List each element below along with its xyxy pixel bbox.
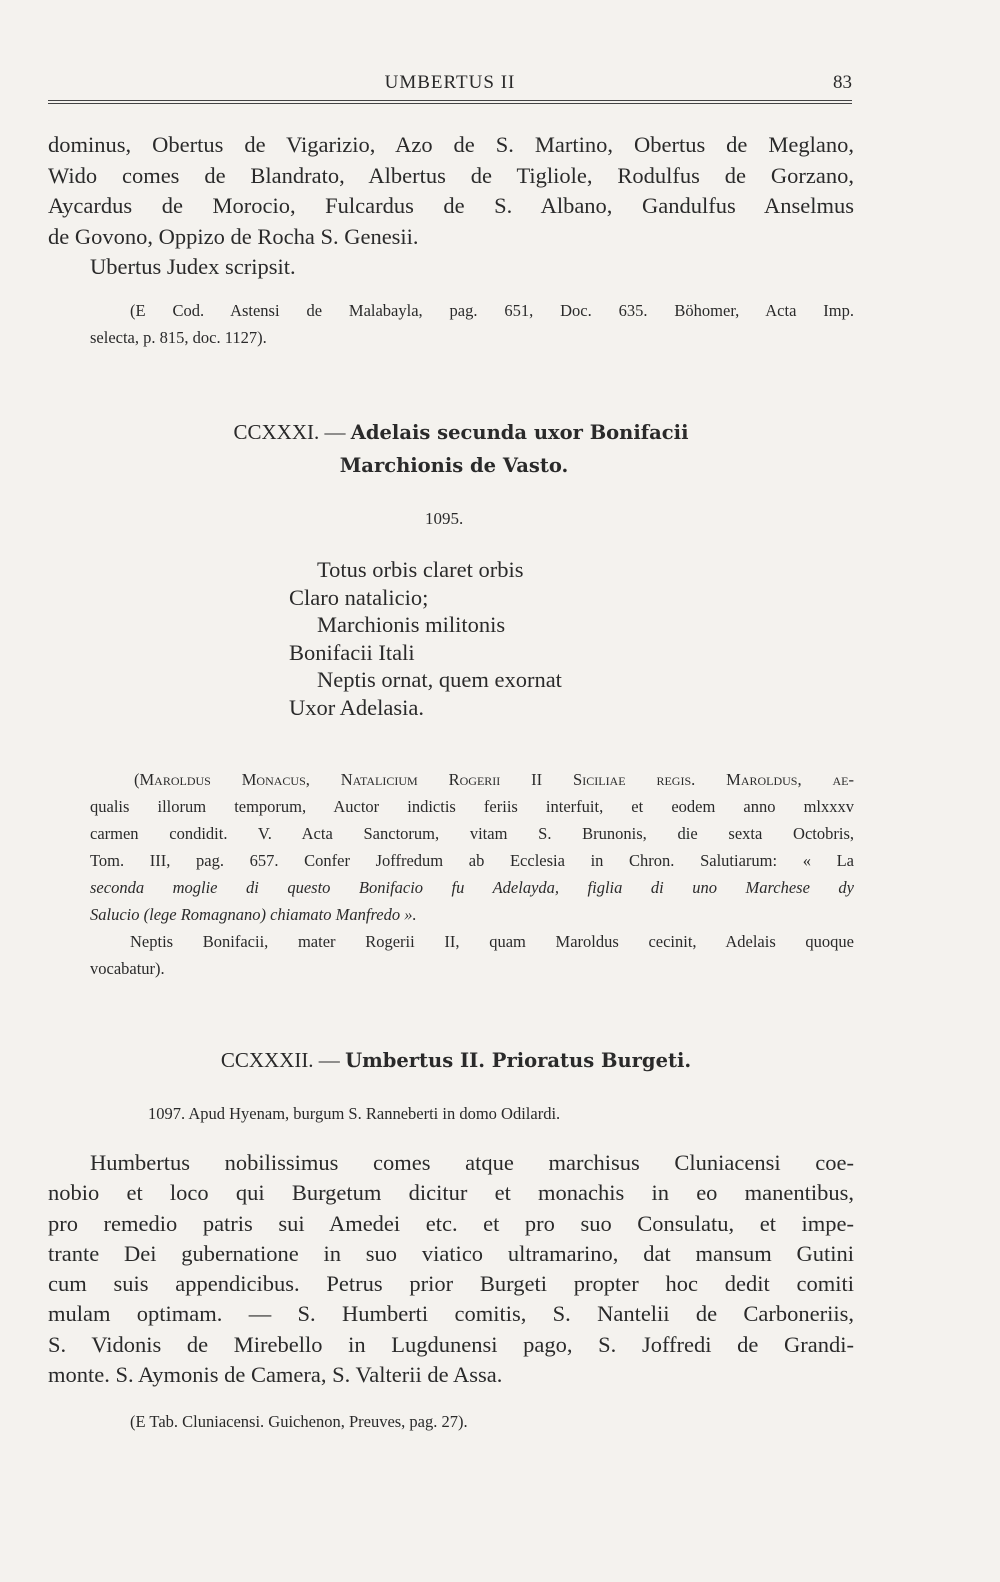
note-line: carmen condidit. V. Acta Sanctorum, vitam S. Brunonis, die sexta Octobris,	[90, 824, 854, 843]
section-title: Adelais secunda uxor Bonifacii	[350, 421, 689, 444]
text-line: monte. S. Aymonis de Camera, S. Valterii de Assa.	[48, 1362, 503, 1388]
text-line: S. Vidonis de Mirebello in Lugdunensi pago, S. Joffredi de Grandi-	[48, 1331, 854, 1357]
poem-line: Claro natalicio;	[289, 584, 429, 610]
note-line: Neptis Bonifacii, mater Rogerii II, quam Maroldus cecinit, Adelais quoque	[130, 932, 854, 951]
note-line: (E Cod. Astensi de Malabayla, pag. 651, Doc. 635. Böhomer, Acta Imp.	[130, 301, 854, 320]
note-line: (E Tab. Cluniacensi. Guichenon, Preuves, pag. 27).	[130, 1412, 468, 1431]
section-232-heading	[48, 1048, 854, 1073]
charter-source-note	[48, 297, 854, 351]
poem-line: Uxor Adelasia.	[289, 694, 424, 720]
poem-line: Marchionis militonis	[317, 612, 506, 637]
note-line: selecta, p. 815, doc. 1127).	[90, 328, 267, 347]
running-head	[48, 70, 852, 96]
page-number: 83	[833, 72, 852, 93]
section-numeral: CCXXXI. —	[233, 420, 346, 444]
poem	[285, 556, 562, 721]
text-line: Wido comes de Blandrato, Albertus de Tigliole, Rodulfus de Gorzano,	[48, 162, 854, 188]
text-line: cum suis appendicibus. Petrus prior Burgeti propter hoc dedit comiti	[48, 1271, 854, 1297]
section-231-heading	[48, 420, 854, 478]
dateline-text: 1097. Apud Hyenam, burgum S. Ranneberti in domo Odilardi.	[148, 1104, 561, 1123]
text-line: nobio et loco qui Burgetum dicitur et monachis in eo manentibus,	[48, 1180, 854, 1206]
running-title: UMBERTUS II	[384, 72, 516, 93]
text-line: mulam optimam. — S. Humberti comitis, S. Nantelii de Carboneriis,	[48, 1301, 854, 1327]
text-line: dominus, Obertus de Vigarizio, Azo de S. Martino, Obertus de Meglano,	[48, 132, 854, 157]
note-line: qualis illorum temporum, Auctor indictis feriis interfuit, et eodem anno mlxxxv	[90, 797, 854, 816]
text-line: Aycardus de Morocio, Fulcardus de S. Albano, Gandulfus Anselmus	[48, 193, 854, 218]
text-line: Humbertus nobilissimus comes atque marchisus Cluniacensi coe-	[90, 1150, 854, 1175]
poem-line: Bonifacii Itali	[289, 639, 415, 665]
dateline	[48, 1100, 854, 1127]
text-line: trante Dei gubernatione in suo viatico ultramarino, dat mansum Gutini	[48, 1240, 854, 1266]
poem-note	[48, 766, 854, 982]
note-line: seconda moglie di questo Bonifacio fu Adelayda, figlia di uno Marchese dy	[90, 878, 854, 897]
poem-line: Neptis ornat, quem exornat	[317, 667, 562, 692]
text-line: de Govono, Oppizo de Rocha S. Genesii.	[48, 223, 419, 249]
scribe-line: Ubertus Judex scripsit.	[90, 254, 296, 279]
text-line: pro remedio patris sui Amedei etc. et pro suo Consulatu, et impe-	[48, 1210, 854, 1236]
note-line: (Maroldus Monacus, Natalicium Rogerii II Siciliae regis. Maroldus, ae-	[134, 770, 854, 789]
charter-body	[48, 1148, 854, 1390]
section-numeral: CCXXXII. —	[220, 1048, 340, 1072]
note-line: vocabatur).	[90, 959, 165, 978]
section-title-cont: Marchionis de Vasto.	[339, 454, 569, 477]
charter-witnesses	[48, 130, 854, 283]
note-line: Tom. III, pag. 657. Confer Joffredum ab Ecclesia in Chron. Salutiarum: « La	[90, 851, 854, 870]
section-title: Umbertus II. Prioratus Burgeti.	[345, 1049, 692, 1072]
charter-source-note	[48, 1408, 854, 1435]
header-rule	[48, 100, 852, 104]
poem-line: Totus orbis claret orbis	[317, 557, 524, 582]
section-year: 1095.	[425, 509, 464, 528]
note-line: Salucio (lege Romagnano) chiamato Manfredo ».	[90, 905, 417, 924]
